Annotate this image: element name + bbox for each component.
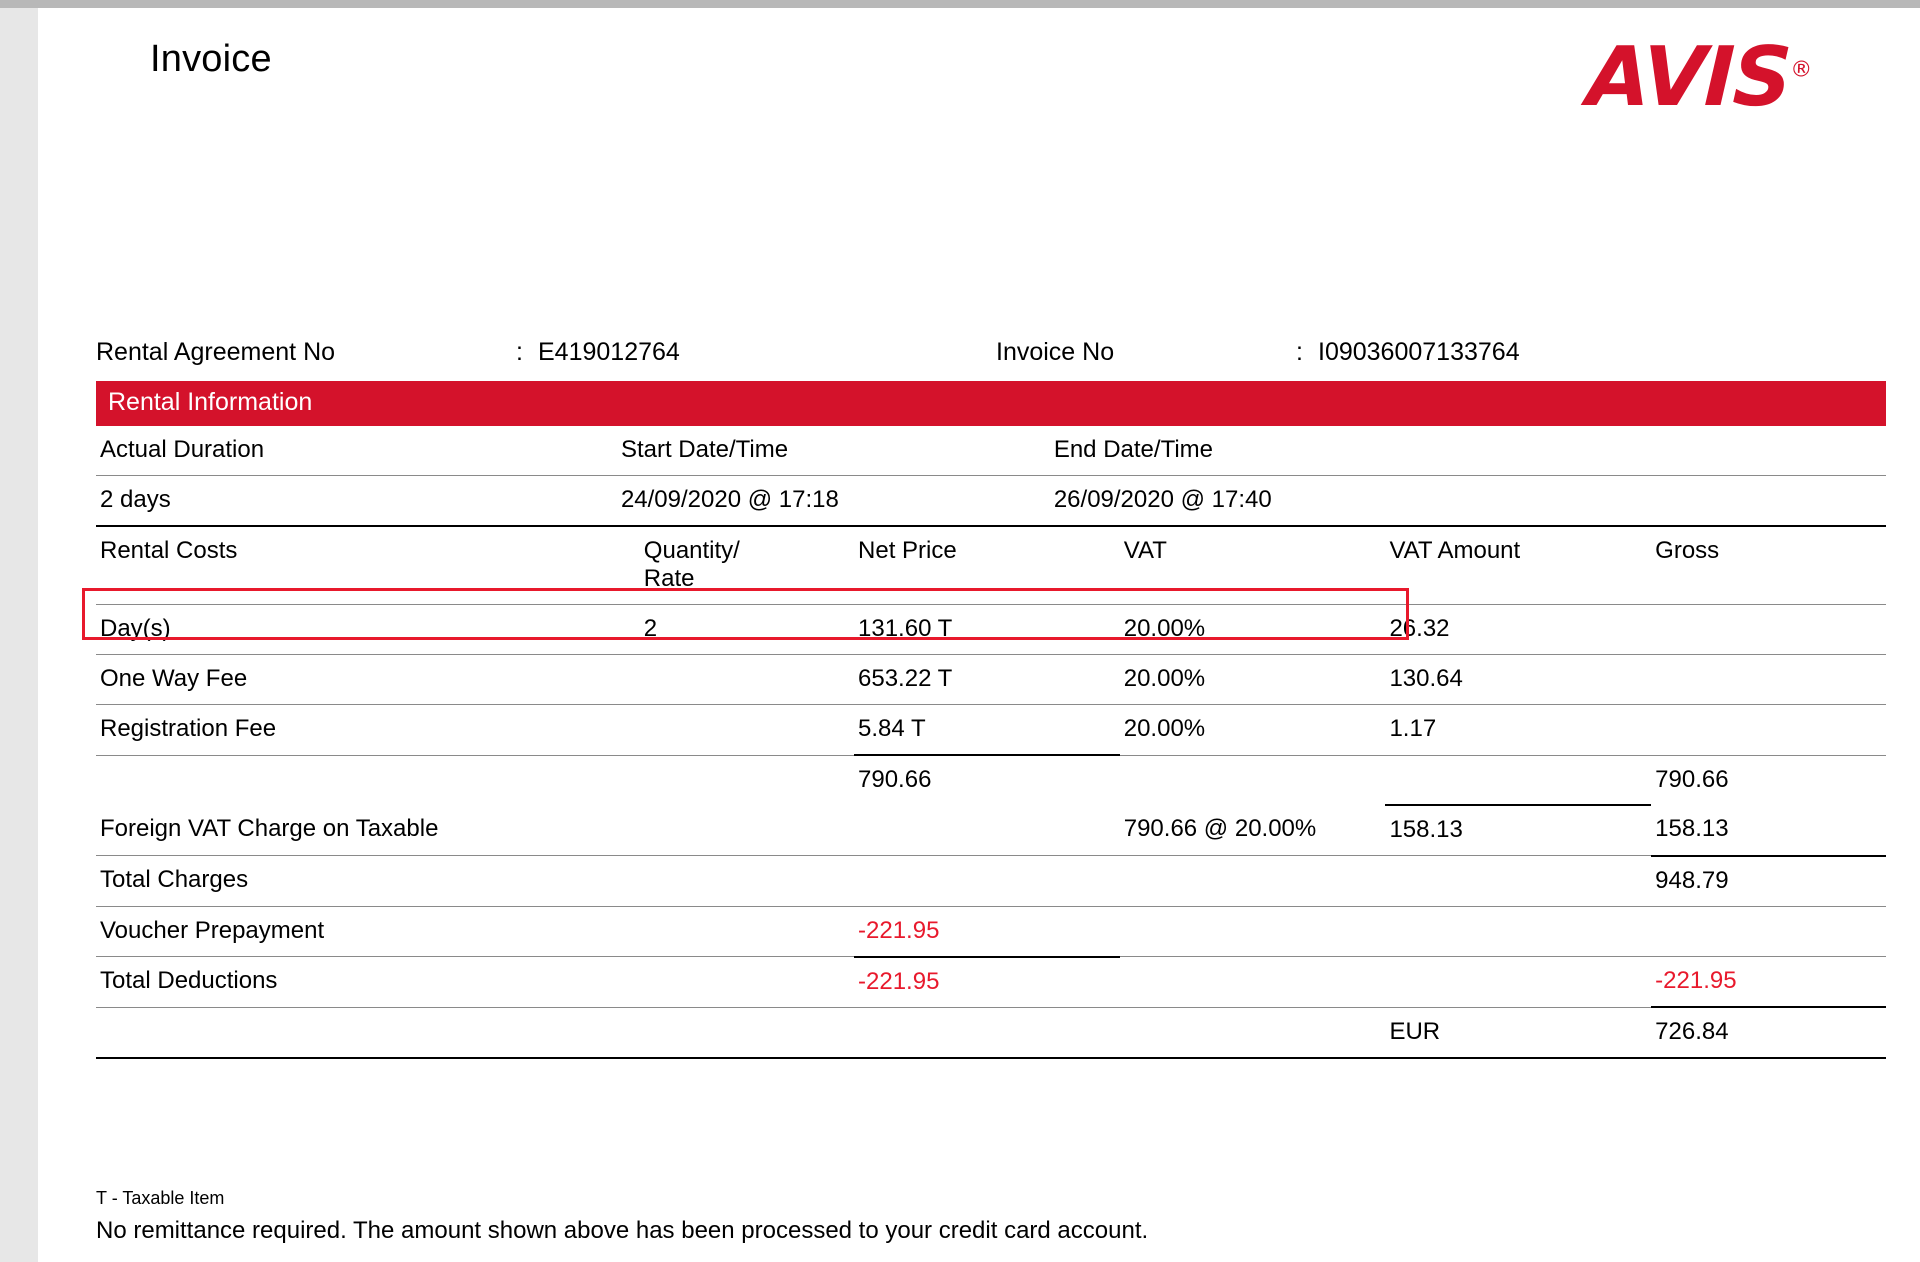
header-quantity-rate: [640, 527, 854, 605]
header-gross: Gross: [1651, 527, 1886, 605]
final-total-spacer-4: [1120, 1007, 1386, 1058]
cell-end-datetime: 26/09/2020 @ 17:40: [1050, 476, 1886, 527]
avis-logo-text: AVIS: [1585, 30, 1792, 125]
row-description: Registration Fee: [96, 705, 640, 756]
total-charges-quantity: [640, 856, 854, 907]
page-title: Invoice: [150, 38, 272, 80]
header-quantity-line2: Rate: [643, 565, 695, 592]
table-row-subtotal: [96, 755, 1886, 805]
total-deductions-vat: [1120, 957, 1386, 1008]
row-vat: 20.00%: [1120, 705, 1386, 756]
final-total-currency: EUR: [1385, 1007, 1651, 1058]
taxable-note-text: - Taxable Item: [111, 1188, 225, 1208]
total-deductions-net: -221.95: [854, 957, 1120, 1008]
total-deductions-vat-amount: [1385, 957, 1651, 1008]
invoice-content: [96, 338, 1886, 1059]
voucher-prepayment-vat-amount: [1385, 906, 1651, 957]
page-left-margin: [0, 8, 39, 1262]
row-vat-amount: 130.64: [1385, 655, 1651, 705]
row-vat: 20.00%: [1120, 605, 1386, 655]
table-header-row: [96, 527, 1886, 605]
header-rental-costs: Rental Costs: [96, 527, 640, 605]
window-top-strip: [0, 0, 1920, 8]
row-net-price: 131.60 T: [854, 605, 1120, 655]
invoice-no-label: Invoice No: [996, 338, 1115, 366]
final-total-spacer-3: [854, 1007, 1120, 1058]
subtotal-vat-amount: [1385, 755, 1651, 805]
final-total-spacer-2: [640, 1007, 854, 1058]
subtotal-spacer: [640, 755, 854, 805]
invoice-no-value: I09036007133764: [1318, 338, 1520, 366]
total-deductions-label: Total Deductions: [96, 957, 640, 1008]
table-row: [96, 476, 1886, 527]
table-row-total-charges: [96, 856, 1886, 907]
foreign-vat-rate: 790.66 @ 20.00%: [1120, 805, 1386, 856]
colon-separator-1: :: [516, 338, 523, 366]
table-row: [96, 705, 1886, 756]
remittance-note: No remittance required. The amount shown above has been processed to your credit card account.: [96, 1217, 1149, 1244]
colon-separator-2: :: [1296, 338, 1303, 366]
foreign-vat-description: Foreign VAT Charge on Taxable: [96, 805, 640, 856]
rental-agreement-label: Rental Agreement No: [96, 338, 336, 366]
cell-start-datetime: 24/09/2020 @ 17:18: [617, 476, 1050, 527]
footnotes: [96, 1188, 1796, 1245]
row-net-price: 653.22 T: [854, 655, 1120, 705]
header-actual-duration: Actual Duration: [96, 426, 617, 476]
table-row-foreign-vat: [96, 805, 1886, 856]
rental-costs-table: [96, 527, 1886, 1059]
subtotal-net-price: 790.66: [858, 766, 932, 793]
header-end-datetime: End Date/Time: [1050, 426, 1886, 476]
rental-agreement-value-cell: [516, 338, 996, 367]
total-deductions-gross: -221.95: [1651, 957, 1886, 1008]
invoice-sheet: [38, 8, 1920, 1262]
row-description: Day(s): [96, 605, 640, 655]
row-quantity: [640, 655, 854, 705]
subtotal-gross: 790.66: [1655, 765, 1729, 793]
total-charges-vat-amount: [1385, 856, 1651, 907]
invoice-no-value-cell: [1296, 338, 1520, 367]
row-gross: [1651, 705, 1886, 756]
table-row-final-total: [96, 1007, 1886, 1058]
voucher-prepayment-gross: [1651, 906, 1886, 957]
rental-information-table: [96, 426, 1886, 527]
row-gross: [1651, 655, 1886, 705]
header-vat: VAT: [1120, 527, 1386, 605]
row-net-price: 5.84 T: [854, 705, 1120, 756]
total-charges-label: Total Charges: [96, 856, 640, 907]
rental-agreement-value: E419012764: [538, 338, 680, 366]
subtotal-description: [96, 755, 640, 805]
table-row-voucher-prepayment: [96, 906, 1886, 957]
header-vat-amount: VAT Amount: [1385, 527, 1651, 605]
avis-logo: [1585, 30, 1811, 125]
cell-actual-duration: 2 days: [96, 476, 617, 527]
registered-mark-icon: ®: [1789, 57, 1811, 83]
row-description: One Way Fee: [96, 655, 640, 705]
total-charges-gross: 948.79: [1651, 856, 1886, 907]
total-charges-net: [854, 856, 1120, 907]
header-start-datetime: Start Date/Time: [617, 426, 1050, 476]
total-deductions-quantity: [640, 957, 854, 1008]
table-row: [96, 655, 1886, 705]
voucher-prepayment-amount: -221.95: [854, 906, 1120, 957]
header-net-price: Net Price: [854, 527, 1120, 605]
row-vat-amount: 26.32: [1385, 605, 1651, 655]
row-vat-amount: 1.17: [1385, 705, 1651, 756]
taxable-marker: T: [96, 1188, 107, 1208]
final-total-amount: 726.84: [1651, 1007, 1886, 1058]
foreign-vat-gross: 158.13: [1651, 805, 1886, 856]
foreign-vat-net: [854, 805, 1120, 856]
taxable-item-note: [96, 1188, 1796, 1209]
voucher-prepayment-label: Voucher Prepayment: [96, 906, 640, 957]
foreign-vat-amount: 158.13: [1385, 805, 1651, 856]
table-row-total-deductions: [96, 957, 1886, 1008]
identifier-row: [96, 338, 1886, 381]
subtotal-vat: [1120, 755, 1386, 805]
voucher-prepayment-vat: [1120, 906, 1386, 957]
voucher-prepayment-quantity: [640, 906, 854, 957]
row-vat: 20.00%: [1120, 655, 1386, 705]
header-quantity-line1: Quantity/: [643, 537, 740, 564]
table-header-row: [96, 426, 1886, 476]
row-gross: [1651, 605, 1886, 655]
row-quantity: [640, 705, 854, 756]
rental-information-band: Rental Information: [96, 381, 1886, 426]
total-charges-vat: [1120, 856, 1386, 907]
foreign-vat-quantity: [640, 805, 854, 856]
row-quantity: 2: [640, 605, 854, 655]
table-row: [96, 605, 1886, 655]
final-total-spacer: [96, 1007, 640, 1058]
